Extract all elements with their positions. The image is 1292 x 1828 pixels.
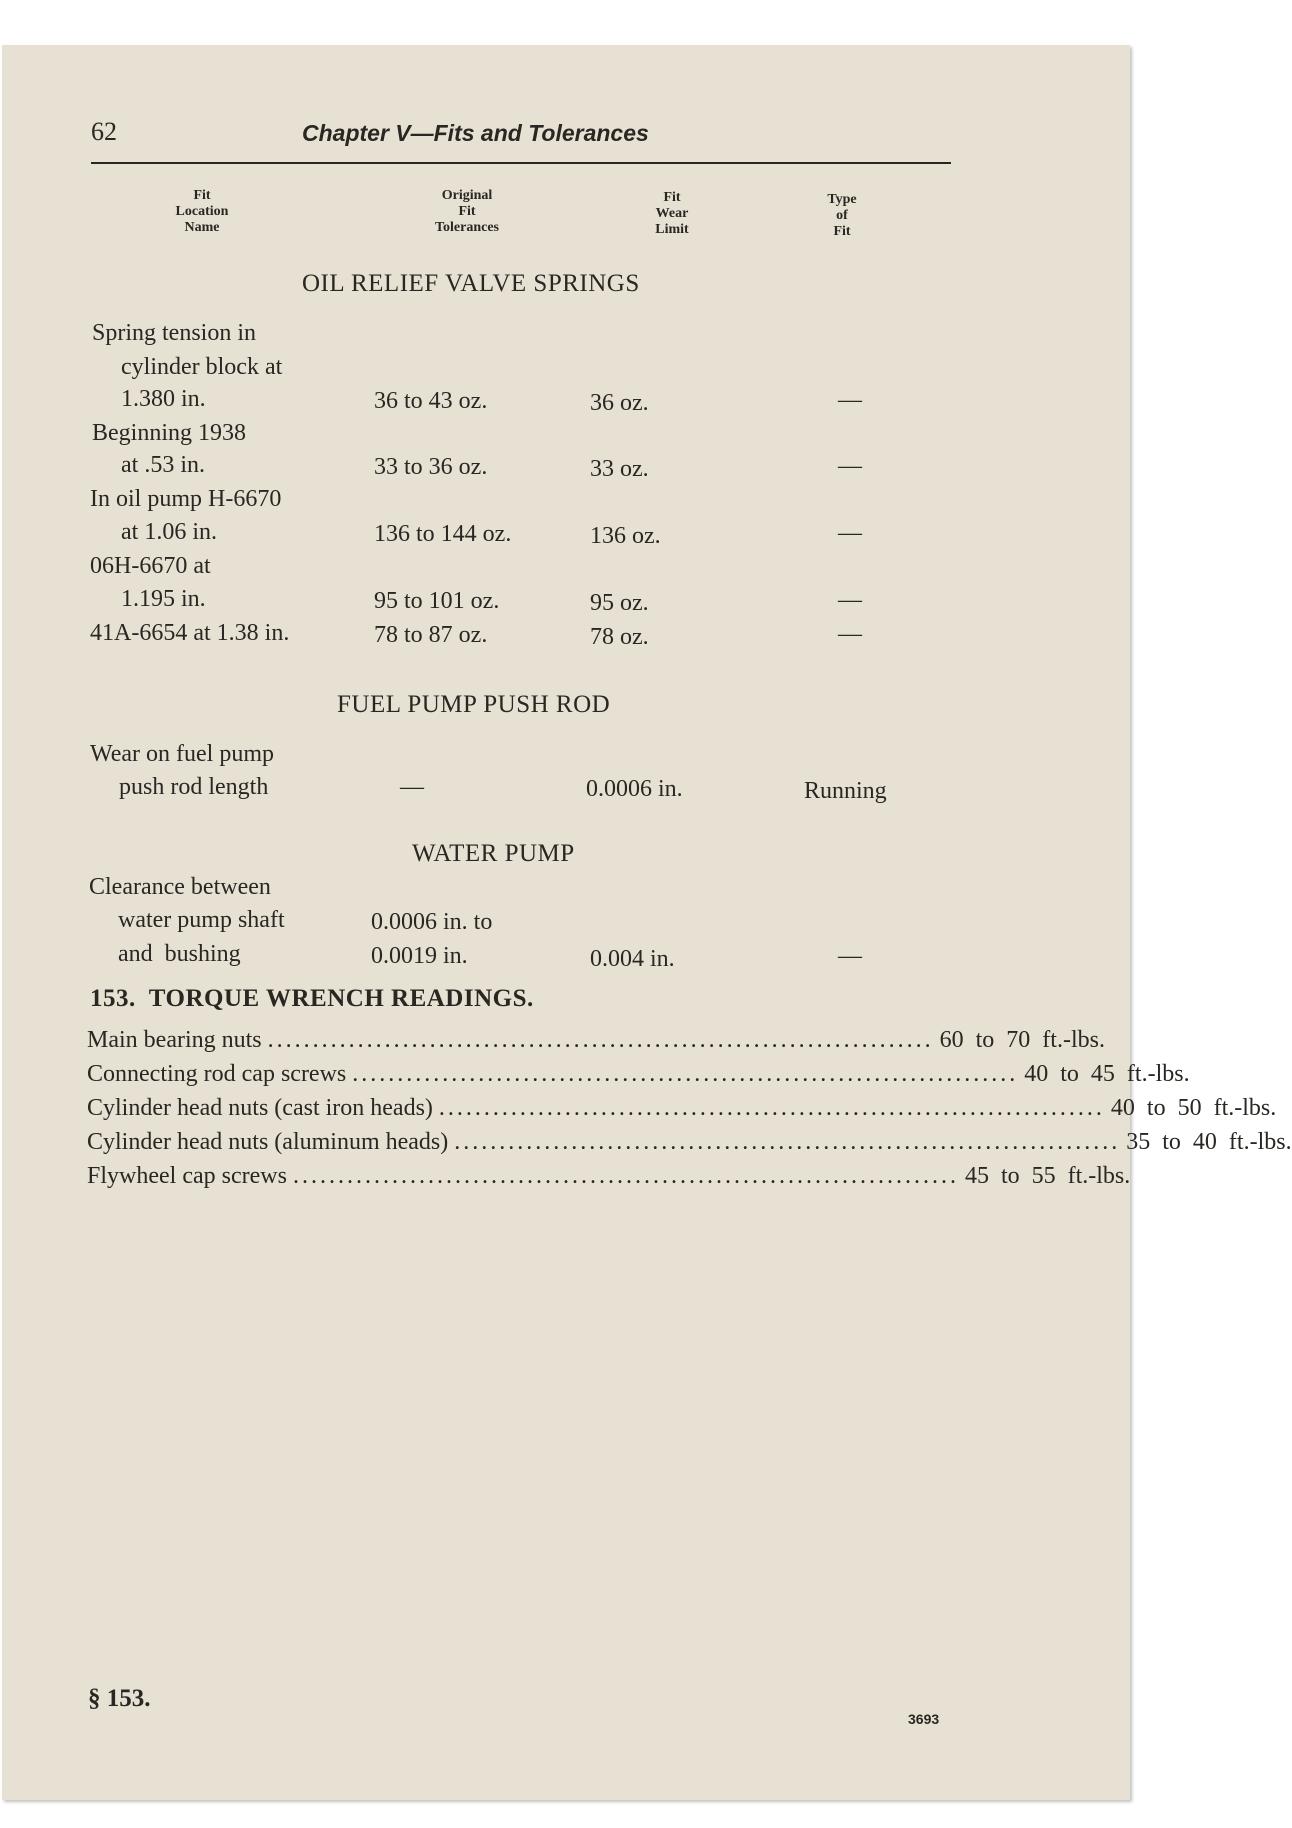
location-line: Spring tension in: [92, 320, 257, 346]
torque-value: 45 to 55 ft.-lbs.: [964, 1163, 1131, 1189]
original-tolerance: 0.0006 in. to: [371, 909, 493, 935]
column-header-line: Type: [827, 192, 857, 207]
location-line: cylinder block at: [121, 354, 283, 380]
book-page: [2, 45, 1292, 1800]
torque-value: 40 to 50 ft.-lbs.: [1110, 1095, 1277, 1121]
column-header-line: of: [836, 208, 848, 223]
column-header-line: Fit: [663, 190, 681, 205]
original-tolerance: —: [400, 774, 424, 800]
column-header-location: [152, 188, 252, 236]
torque-label: Flywheel cap screws: [87, 1163, 287, 1189]
section-title-torque: 153. TORQUE WRENCH READINGS.: [90, 985, 534, 1012]
original-tolerance: 95 to 101 oz.: [374, 588, 500, 614]
column-header-line: Original: [441, 188, 493, 203]
torque-label: Connecting rod cap screws: [87, 1061, 347, 1087]
fit-type: —: [838, 520, 862, 546]
fit-type: —: [838, 453, 862, 479]
wear-limit: 136 oz.: [590, 523, 661, 549]
location-line: water pump shaft: [118, 907, 285, 933]
location-line: push rod length: [119, 774, 269, 800]
torque-label: Cylinder head nuts (aluminum heads): [87, 1129, 449, 1155]
leader-dots: ..........................................................................: [454, 1129, 1121, 1155]
torque-value: 60 to 70 ft.-lbs.: [939, 1027, 1105, 1053]
wear-limit: 33 oz.: [590, 456, 649, 482]
fit-type: —: [838, 387, 862, 413]
column-header-line: Location: [175, 204, 229, 219]
location-line: 1.380 in.: [121, 386, 206, 412]
torque-row: [87, 1061, 1190, 1095]
fit-type: Running: [804, 778, 887, 804]
torque-row: [87, 1027, 1105, 1061]
column-header-original: [412, 188, 522, 236]
fit-type: —: [838, 621, 862, 647]
torque-label: Main bearing nuts: [87, 1027, 262, 1053]
print-number: 3693: [908, 1711, 940, 1727]
column-header-line: Fit: [458, 204, 476, 219]
torque-value: 35 to 40 ft.-lbs.: [1126, 1129, 1292, 1155]
fit-type: —: [838, 587, 862, 613]
wear-limit: 78 oz.: [590, 624, 649, 650]
location-line: at 1.06 in.: [121, 519, 217, 545]
original-tolerance: 136 to 144 oz.: [374, 521, 512, 547]
chapter-title: Chapter V—Fits and Tolerances: [302, 120, 649, 146]
location-line: at .53 in.: [121, 452, 205, 478]
original-tolerance: 33 to 36 oz.: [374, 454, 488, 480]
original-tolerance: 0.0019 in.: [371, 943, 468, 969]
torque-value: 40 to 45 ft.-lbs.: [1024, 1061, 1190, 1087]
leader-dots: ..........................................................................: [267, 1027, 934, 1053]
original-tolerance: 78 to 87 oz.: [374, 622, 488, 648]
column-header-line: Wear: [655, 206, 689, 221]
leader-dots: ..........................................................................: [352, 1061, 1019, 1087]
column-header-line: Fit: [193, 188, 211, 203]
wear-limit: 0.0006 in.: [586, 776, 683, 802]
page-number: 62: [91, 117, 117, 146]
torque-label: Cylinder head nuts (cast iron heads): [87, 1095, 433, 1121]
section-title-fuel-pump: FUEL PUMP PUSH ROD: [337, 691, 611, 718]
header-rule: [91, 162, 951, 164]
fit-type: —: [838, 943, 862, 969]
section-title-water-pump: WATER PUMP: [412, 840, 575, 867]
leader-dots: ..........................................................................: [438, 1095, 1105, 1121]
wear-limit: 36 oz.: [590, 390, 649, 416]
column-header-line: Tolerances: [434, 220, 500, 235]
section-reference: § 153.: [88, 1685, 151, 1712]
wear-limit: 0.004 in.: [590, 946, 675, 972]
location-line: Wear on fuel pump: [90, 741, 275, 767]
location-line: Beginning 1938: [92, 420, 246, 446]
column-header-type: [802, 192, 882, 240]
location-line: In oil pump H-6670: [90, 486, 282, 512]
location-line: 1.195 in.: [121, 586, 206, 612]
wear-limit: 95 oz.: [590, 590, 649, 616]
location-line: 06H-6670 at: [90, 553, 211, 579]
column-header-wear: [632, 190, 712, 238]
original-tolerance: 36 to 43 oz.: [374, 388, 488, 414]
location-line: 41A-6654 at 1.38 in.: [90, 620, 290, 646]
column-header-line: Fit: [833, 224, 851, 239]
location-line: Clearance between: [89, 874, 271, 900]
column-header-line: Name: [184, 220, 220, 235]
section-title-oil-relief: OIL RELIEF VALVE SPRINGS: [302, 270, 640, 297]
torque-row: [87, 1095, 1277, 1129]
location-line: and bushing: [118, 941, 241, 967]
leader-dots: ..........................................................................: [292, 1163, 959, 1189]
torque-row: [87, 1129, 1292, 1163]
torque-row: [87, 1163, 1131, 1197]
column-header-line: Limit: [655, 222, 689, 237]
